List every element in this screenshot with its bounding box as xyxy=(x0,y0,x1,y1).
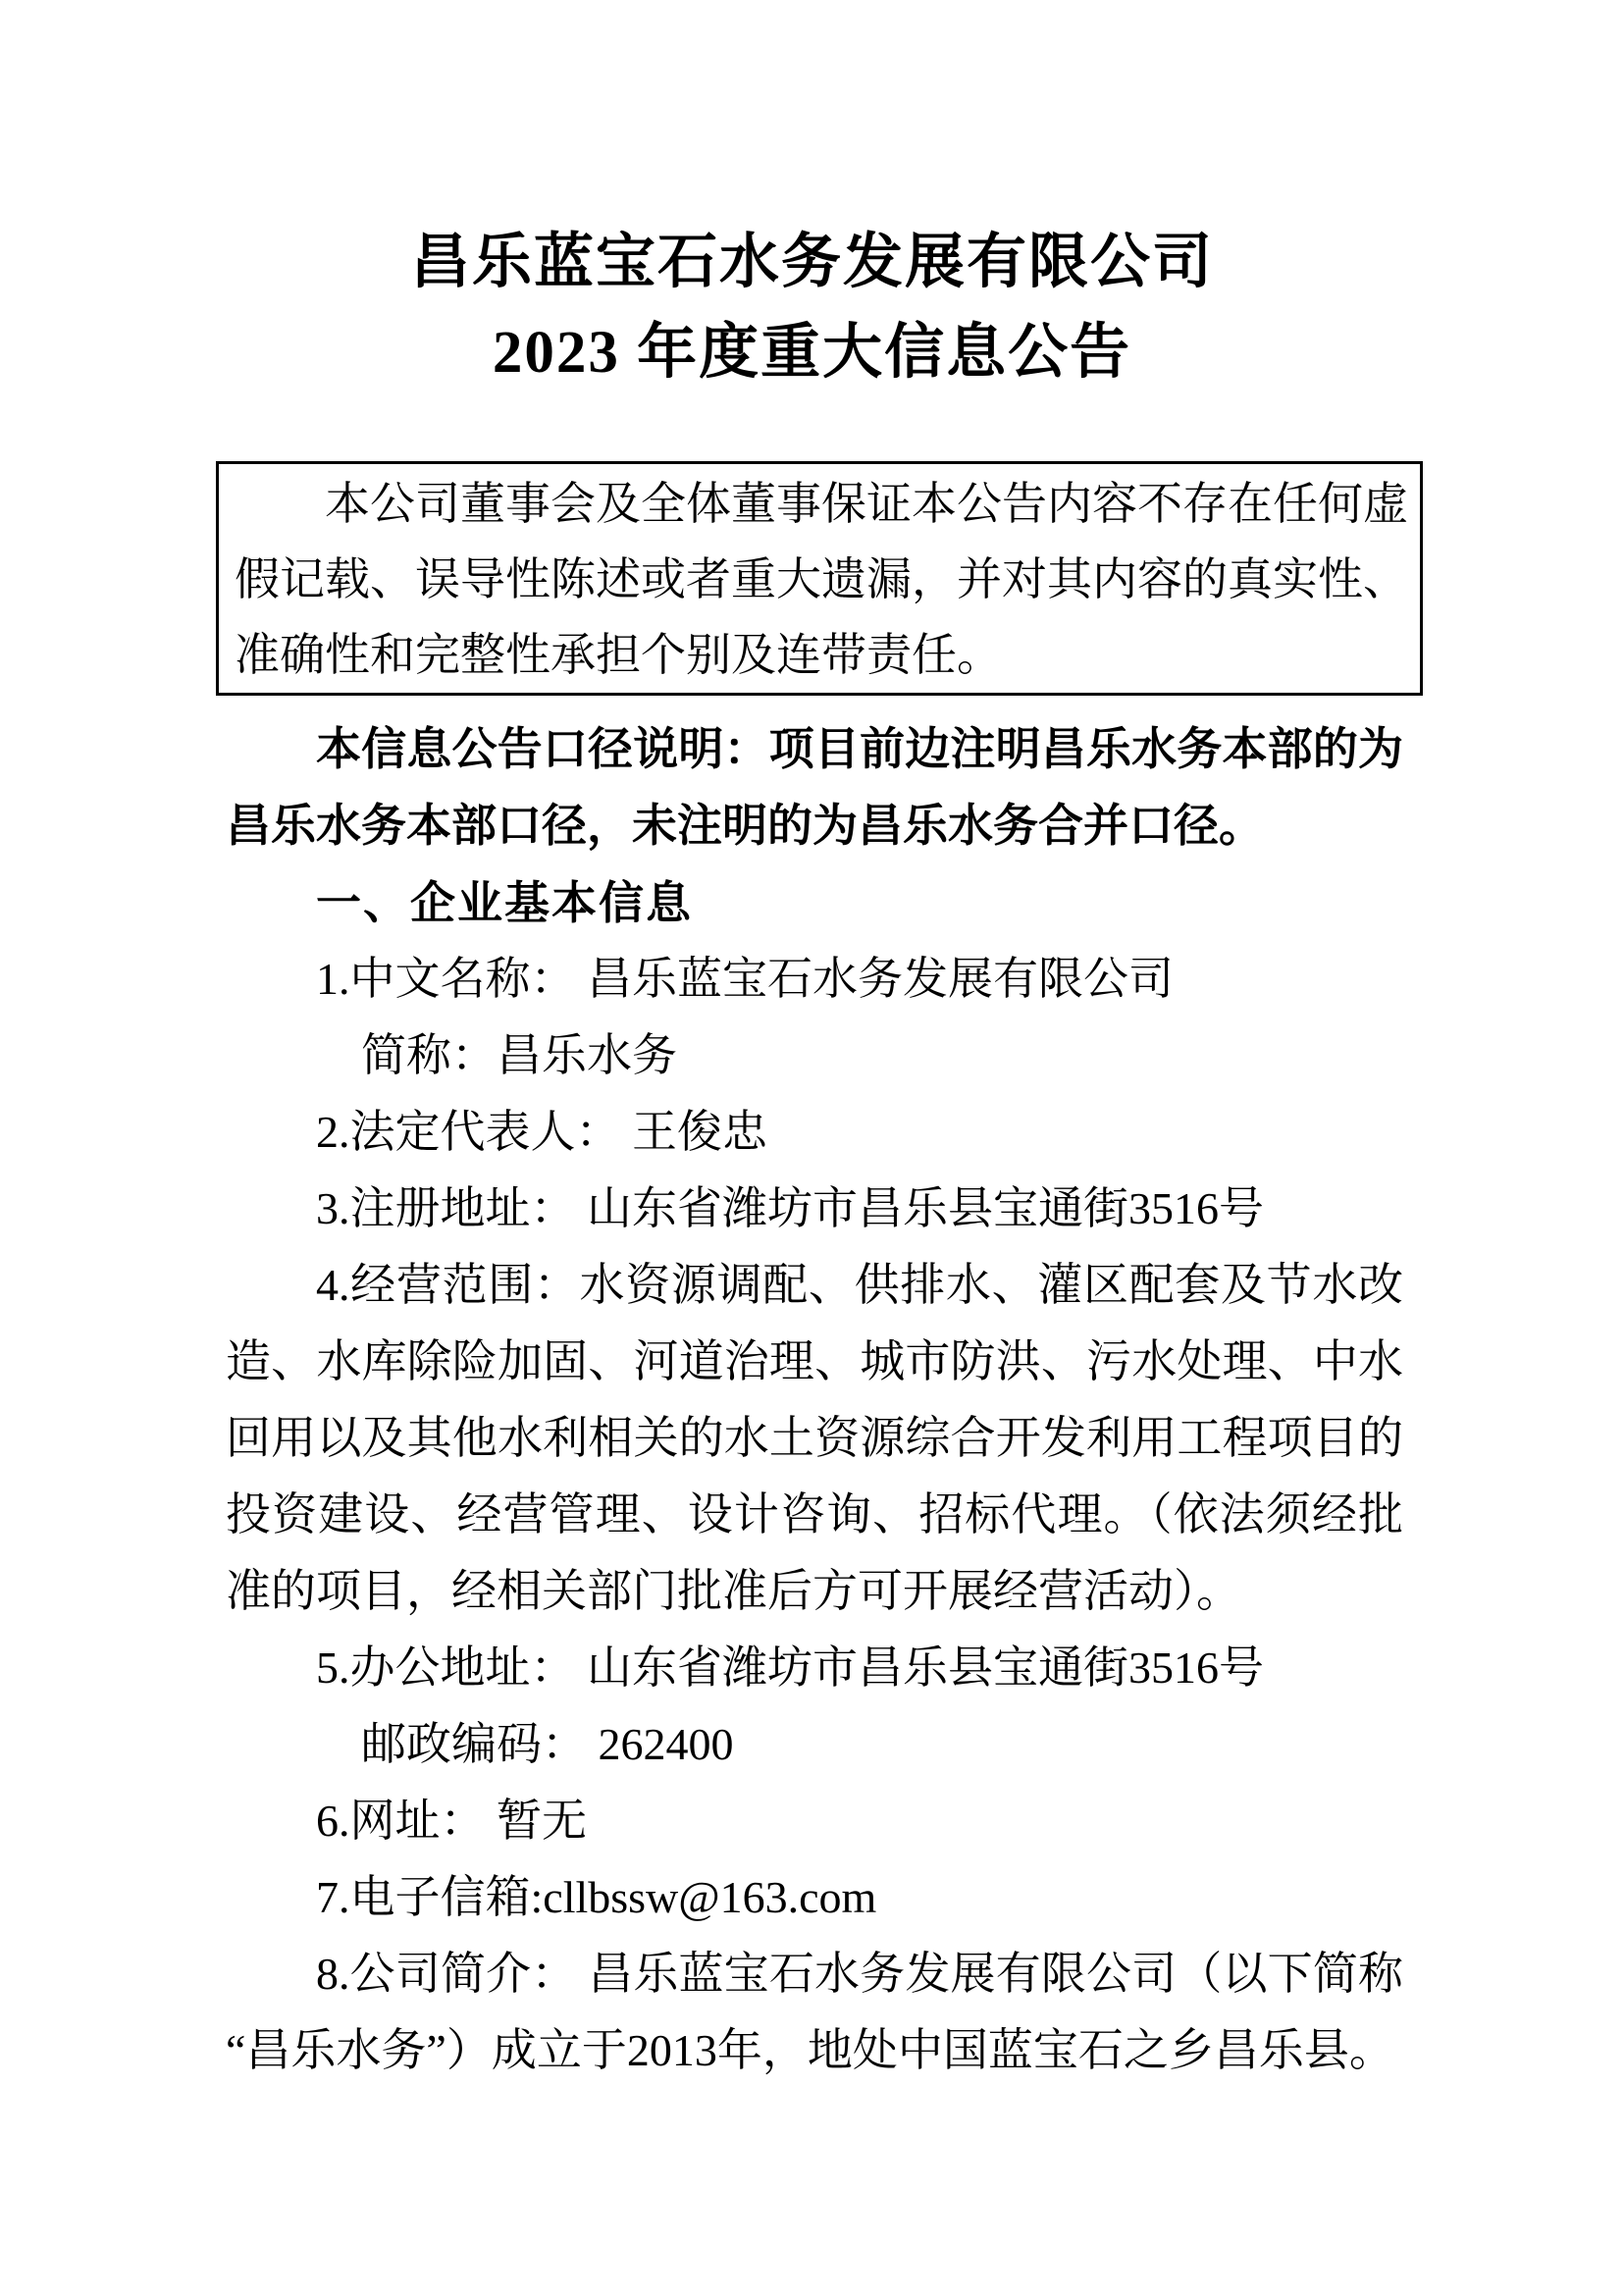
caliber-note: 本信息公告口径说明：项目前边注明昌乐水务本部的为昌乐水务本部口径，未注明的为昌乐水务合并口径。 xyxy=(226,724,1403,851)
item-company-profile: 8.公司简介： 昌乐蓝宝石水务发展有限公司（以下简称“昌乐水务”）成立于2013年，地处中国蓝宝石之乡昌乐县。 xyxy=(226,1949,1403,2075)
item-business-scope: 4.经营范围：水资源调配、供排水、灌区配套及节水改造、水库除险加固、河道治理、城市防洪、污水处理、中水回用以及其他水利相关的水土资源综合开发利用工程项目的投资建设、经营管理、设计咨询、招标代理。（依法须经批准的项目，经相关部门批准后方可开展经营活动）。 xyxy=(226,1260,1403,1616)
document-title-line1: 昌乐蓝宝石水务发展有限公司 xyxy=(409,230,1214,295)
section-heading-basic-info: 一、企业基本信息 xyxy=(316,877,693,928)
item-website: 6.网址： 暂无 xyxy=(316,1796,587,1846)
item-abbreviation: 简称：昌乐水务 xyxy=(361,1030,677,1080)
document-body xyxy=(226,711,1403,2089)
item-chinese-name: 1.中文名称： 昌乐蓝宝石水务发展有限公司 xyxy=(316,954,1174,1004)
item-registered-address: 3.注册地址： 山东省潍坊市昌乐县宝通街3516号 xyxy=(316,1183,1264,1233)
disclaimer-text: 本公司董事会及全体董事保证本公告内容不存在任何虚假记载、误导性陈述或者重大遗漏，并对其内容的真实性、准确性和完整性承担个别及连带责任。 xyxy=(235,479,1408,680)
item-legal-representative: 2.法定代表人： 王俊忠 xyxy=(316,1107,767,1157)
document-title-line2: 2023 年度重大信息公告 xyxy=(492,320,1132,386)
item-postal-code: 邮政编码： 262400 xyxy=(361,1719,734,1769)
item-office-address: 5.办公地址： 山东省潍坊市昌乐县宝通街3516号 xyxy=(316,1643,1264,1693)
disclaimer-box xyxy=(216,461,1423,696)
document-title xyxy=(0,0,1624,398)
item-email: 7.电子信箱:cllbssw@163.com xyxy=(316,1872,877,1922)
